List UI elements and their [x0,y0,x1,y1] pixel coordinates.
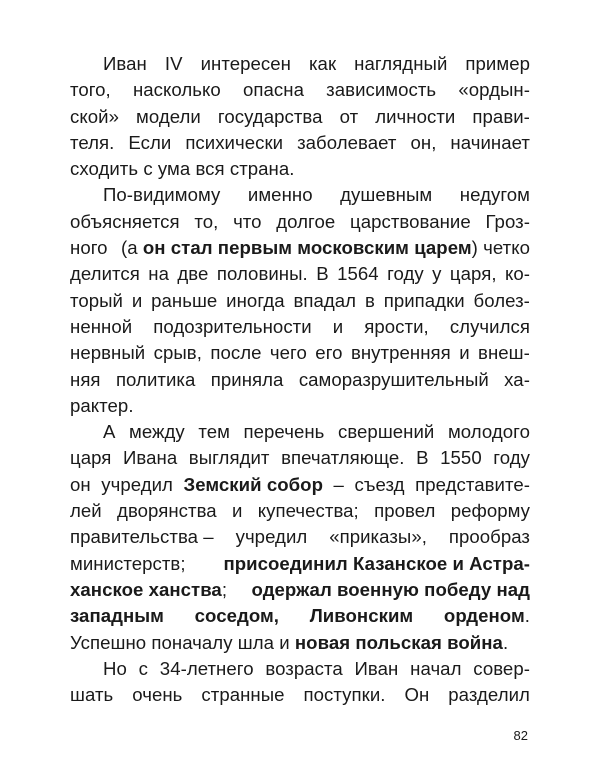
word: съезд [354,473,405,495]
word: няя [70,368,101,390]
word: нервный [70,342,146,364]
word: сходить с ума вся страна. [70,158,295,180]
word: ко- [504,263,530,285]
word: политика [115,368,196,390]
word: ненной [70,315,133,337]
text-line [70,314,530,340]
word-group [70,577,227,603]
word: А [103,421,116,443]
word: 34-летнего [159,657,254,679]
word: зависимость [326,79,437,101]
word: По-видимому [103,184,221,206]
word: Успешно поначалу шла и [70,631,295,653]
punctuation: . [502,631,509,653]
word: чего [269,342,307,364]
word: приняла [210,368,284,390]
word: IV [164,53,183,74]
word: объясняется [70,210,180,232]
text-line [70,393,530,419]
word: поступки. [303,684,386,706]
bold-word: орденом [443,605,525,627]
text-line [70,603,530,629]
word: и [332,315,344,337]
word: впечатляюще. [281,447,405,469]
word: как [308,53,337,74]
word: ярости, [364,315,429,337]
text-line [70,577,530,603]
word: правительства – [70,526,214,548]
word: и [459,342,470,364]
word: и [131,289,143,311]
word: Гроз- [485,210,530,232]
word: торый [70,289,123,311]
text-line [70,235,530,261]
bold-phrase: одержал военную победу над [251,578,530,600]
bold-word: западным [70,605,164,627]
text-line [70,51,530,77]
text-line [70,156,530,182]
word: наглядный [354,53,448,74]
word: теля. [70,131,115,153]
word: болез- [473,289,530,311]
text-line [70,656,530,682]
word: В [416,447,429,469]
word: Иван [354,657,399,679]
text-line [70,498,530,524]
word: возраста [265,657,343,679]
word: «приказы», [329,526,427,548]
word: внеш- [478,342,530,364]
word: начал [410,657,462,679]
word: свершений [337,421,435,443]
word: дворянства [117,500,217,522]
word: перечень [243,421,325,443]
word: государства [217,105,323,127]
word: раньше [151,289,218,311]
word: именно [247,184,313,206]
word: 1564 [337,263,379,285]
text-line [70,77,530,103]
word: срыв, [153,342,202,364]
word: учредил [235,526,308,548]
word: тем [198,421,230,443]
word: Иван [103,53,147,74]
word: долгое [276,210,336,232]
word: ного [70,237,108,259]
bold-phrase: ханское ханства [70,578,222,600]
text-line [70,682,530,708]
word: – [333,473,344,495]
bold-phrase: он стал первым московским царем [142,237,472,259]
word: (а [121,237,143,259]
word: царя, [449,263,497,285]
word: рактер. [70,394,134,416]
word: прави- [472,105,530,127]
word: того, [70,79,111,101]
word: с [138,657,149,679]
page-body [70,51,530,708]
text-line [70,419,530,445]
word: году [493,447,530,469]
word-group [121,235,530,261]
word: провел [374,500,436,522]
word: у [432,263,442,285]
word: иногда [226,289,285,311]
bold-word: соседом, [194,605,280,627]
text-line [70,288,530,314]
word: разделил [448,684,530,706]
word: очень [132,684,183,706]
word: на [148,263,169,285]
word: Ивана [122,447,178,469]
page-number: 82 [513,728,528,743]
text-line [70,104,530,130]
word: «ордын- [458,79,530,101]
word: интересен [200,53,291,74]
word: году [387,263,424,285]
word: Если [128,131,172,153]
word: он [70,473,91,495]
word: впадал [293,289,357,311]
word: припадки [383,289,465,311]
punctuation: . [524,605,530,627]
text-line [70,340,530,366]
word: то, [194,210,219,232]
word: подозрительности [153,315,312,337]
text-line [70,524,530,550]
text-line [70,445,530,471]
word: в [364,289,375,311]
bold-phrase: присоединил Казанское и Астра- [223,552,530,574]
word: Но [103,657,127,679]
word: и [232,500,243,522]
word: опасна [243,79,304,101]
word: ) четко [471,237,530,259]
word: внутренняя [350,342,451,364]
word: Он [404,684,430,706]
word: заболевает [297,131,397,153]
text-line [70,551,530,577]
text-line [70,209,530,235]
word: половины. [216,263,308,285]
word: личности [375,105,456,127]
word: от [339,105,359,127]
word: молодого [447,421,530,443]
word-group [444,603,530,629]
word: делится [70,263,140,285]
word: саморазрушительный [298,368,489,390]
word: ха- [504,368,530,390]
word: прообраз [448,526,530,548]
word: две [177,263,209,285]
word: учредил [101,473,173,495]
word: реформу [450,500,530,522]
text-line [70,261,530,287]
text-line [70,630,530,656]
word: министерств; [70,552,186,574]
word: представите- [415,473,530,495]
word: насколько [132,79,221,101]
text-line [70,130,530,156]
word: что [233,210,262,232]
word: он, [410,131,437,153]
word: случился [449,315,530,337]
word: шать [70,684,114,706]
word: 1550 [440,447,482,469]
word: его [315,342,343,364]
bold-phrase: Земский собор [183,473,323,495]
word: после [210,342,262,364]
word: купечества; [257,500,359,522]
text-line [70,472,530,498]
word: модели [136,105,201,127]
word: выглядит [188,447,270,469]
word: недугом [459,184,530,206]
word: совер- [473,657,530,679]
bold-phrase: новая польская война [294,631,503,653]
bold-word: Ливонским [309,605,414,627]
text-line [70,367,530,393]
word: между [129,421,185,443]
text-line [70,182,530,208]
word: психически [185,131,284,153]
word: В [316,263,329,285]
word: пример [465,53,530,74]
word: ской» [70,105,119,127]
word: ; [221,578,228,600]
word: царя [70,447,112,469]
word: царствование [350,210,471,232]
word: начинает [450,131,530,153]
word: душевным [340,184,433,206]
word: странные [201,684,285,706]
word: лей [70,500,102,522]
